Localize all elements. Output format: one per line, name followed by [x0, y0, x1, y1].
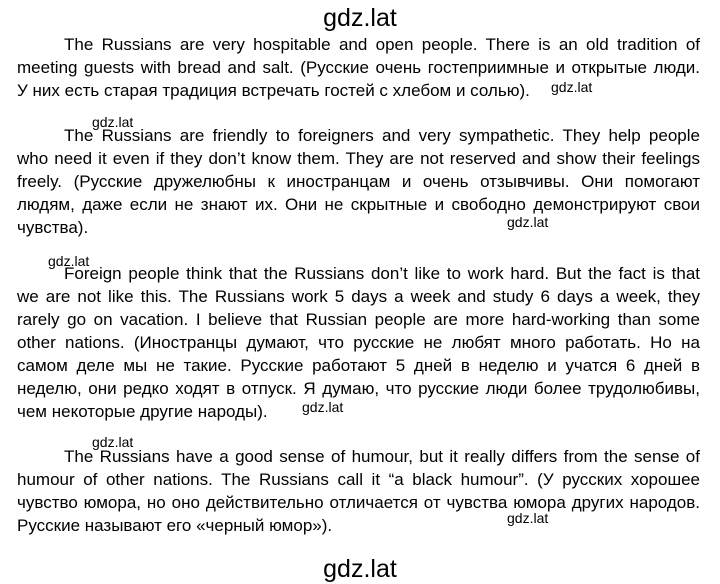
text-line: неделю, они редко ходят в отпуск. Я думаю, что русские люди более трудолюбивы, [17, 379, 700, 398]
text-line: чем некоторые другие народы). [17, 402, 268, 421]
text-line: The Russians are very hospitable and open people. There is an old tradition of [64, 35, 700, 54]
header-watermark: gdz.lat [323, 4, 397, 32]
text-line: other nations. (Иностранцы думают, что русские не любят много работать. Но на [17, 333, 700, 352]
text-line: людям, даже если не знают их. Они не скрытные и свободно демонстрируют свои [17, 195, 700, 214]
text-line: meeting guests with bread and salt. (Русские очень гостеприимные и открытые люди. [17, 58, 700, 77]
text-line: rarely go on vacation. I believe that Russian people are more hard-working than some [17, 310, 700, 329]
inline-watermark: gdz.lat [551, 79, 593, 95]
text-line: freely. (Русские дружелюбны к иностранцам и очень отзывчивы. Они помогают [17, 172, 700, 191]
text-line: who need it even if they don’t know them. They are not reserved and show their feelings [17, 149, 700, 168]
paragraph-friendliness [17, 124, 700, 239]
paragraph-hard-work [17, 262, 700, 423]
inline-watermark: gdz.lat [92, 114, 134, 130]
paragraph-humour [17, 445, 700, 537]
text-line: самом деле мы не такие. Русские работают 5 дней в неделю и учатся 6 дней в [17, 356, 700, 375]
inline-watermark: gdz.lat [92, 434, 134, 450]
text-line: Русские называют его «черный юмор»). [17, 516, 333, 535]
text-line: The Russians are friendly to foreigners and very sympathetic. They help people [64, 126, 700, 145]
paragraph-hospitality [17, 33, 700, 102]
inline-watermark: gdz.lat [507, 214, 549, 230]
text-line: чувства). [17, 218, 89, 237]
text-line: У них есть старая традиция встречать гостей с хлебом и солью). [17, 81, 530, 100]
inline-watermark: gdz.lat [302, 399, 344, 415]
inline-watermark: gdz.lat [507, 510, 549, 526]
text-line: The Russians have a good sense of humour, but it really differs from the sense of [64, 447, 700, 466]
text-line: humour of other nations. The Russians call it “a black humour”. (У русских хорошее [17, 470, 700, 489]
inline-watermark: gdz.lat [48, 253, 90, 269]
text-line: we are not like this. The Russians work 5 days a week and study 6 days a week, they [17, 287, 700, 306]
footer-watermark: gdz.lat [323, 555, 397, 583]
text-line: чувство юмора, но оно действительно отличается от чувства юмора других народов. [17, 493, 700, 512]
text-line: Foreign people think that the Russians don’t like to work hard. But the fact is that [64, 264, 700, 283]
